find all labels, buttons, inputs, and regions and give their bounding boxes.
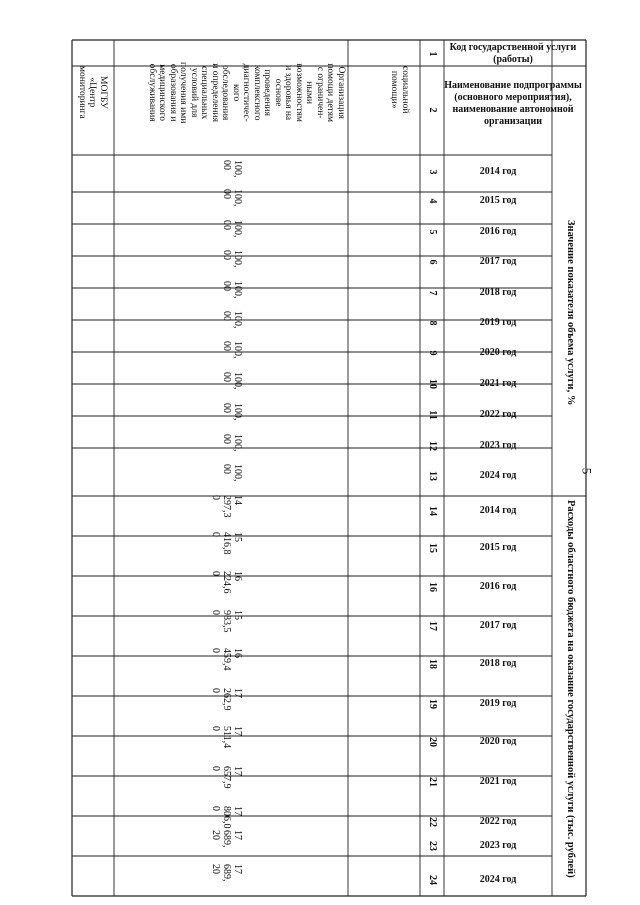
column-number-22: 22	[427, 817, 438, 827]
budget-value-2: 15 416,8 0	[210, 532, 243, 555]
row-name-organization: Организация помощи детям с ограничен- ными возможностям и здоровья на основе проведения комплексного диагностичес- кого обследования и определения специальных условий для получения ими образования и медицинского обслуживания	[147, 62, 346, 124]
year-header-20: 2022 год	[479, 816, 517, 827]
volume-value-5: 100, 00	[221, 281, 243, 299]
budget-value-11: 17 689, 20	[210, 864, 243, 882]
column-number-1: 1	[427, 51, 438, 57]
header-name-column: Наименование подпрограммы (основного мероприятия), наименование автономной организации	[444, 80, 582, 127]
page-number: 5	[579, 467, 595, 475]
column-number-7: 7	[427, 290, 438, 296]
column-number-13: 13	[427, 471, 438, 481]
column-number-9: 9	[427, 350, 438, 356]
volume-value-4: 100, 00	[221, 250, 243, 268]
budget-value-7: 17 511,4 0	[210, 726, 243, 749]
year-header-8: 2021 год	[479, 378, 517, 389]
year-header-12: 2014 год	[479, 505, 517, 516]
column-number-5: 5	[427, 229, 438, 235]
column-number-23: 23	[427, 841, 438, 851]
year-header-18: 2020 год	[479, 736, 517, 747]
column-number-12: 12	[427, 441, 438, 451]
year-header-7: 2020 год	[479, 347, 517, 358]
year-header-22: 2024 год	[479, 874, 517, 885]
volume-group-header: Значение показателя объема услуги, %	[565, 220, 576, 406]
year-header-4: 2017 год	[479, 256, 517, 267]
volume-value-10: 100, 00	[221, 434, 243, 452]
year-header-5: 2018 год	[479, 287, 517, 298]
column-number-15: 15	[427, 543, 438, 553]
header-code-column: Код государственной услуги (работы)	[449, 42, 577, 65]
year-header-1: 2014 год	[479, 166, 517, 177]
budget-value-9: 17 806,0 0	[210, 806, 243, 829]
column-number-11: 11	[427, 410, 438, 420]
volume-value-6: 100, 00	[221, 311, 243, 329]
column-number-17: 17	[427, 621, 438, 631]
budget-value-3: 16 224,6 0	[210, 571, 243, 594]
column-number-14: 14	[427, 506, 438, 516]
column-number-8: 8	[427, 320, 438, 326]
column-number-18: 18	[427, 659, 438, 669]
column-number-2: 2	[427, 107, 438, 113]
year-header-17: 2019 год	[479, 698, 517, 709]
volume-value-9: 100, 00	[221, 403, 243, 421]
year-header-10: 2023 год	[479, 440, 517, 451]
column-number-10: 10	[427, 379, 438, 389]
year-header-3: 2016 год	[479, 226, 517, 237]
row-name-mogbu: МОГБУ «Центр мониторинга	[77, 66, 108, 119]
column-number-6: 6	[427, 259, 438, 265]
year-header-15: 2017 год	[479, 620, 517, 631]
volume-value-11: 100, 00	[221, 464, 243, 482]
budget-group-header: Расходы областного бюджета на оказание государственной услуги (тыс. рублей)	[565, 500, 576, 878]
budget-value-6: 17 262,9 0	[210, 688, 243, 711]
year-header-14: 2016 год	[479, 581, 517, 592]
year-header-2: 2015 год	[479, 195, 517, 206]
year-header-13: 2015 год	[479, 542, 517, 553]
column-number-21: 21	[427, 777, 438, 787]
column-number-24: 24	[427, 875, 438, 885]
year-header-11: 2024 год	[479, 470, 517, 481]
budget-value-1: 14 297,3 0	[210, 495, 243, 518]
column-number-4: 4	[427, 198, 438, 204]
column-number-20: 20	[427, 737, 438, 747]
volume-value-8: 100, 00	[221, 372, 243, 390]
budget-value-4: 15 983,5 0	[210, 610, 243, 633]
row-name-social-help: социальной помощи»	[389, 66, 410, 114]
column-number-19: 19	[427, 699, 438, 709]
year-header-9: 2022 год	[479, 409, 517, 420]
year-header-21: 2023 год	[479, 840, 517, 851]
budget-value-5: 16 459,4 0	[210, 648, 243, 671]
volume-value-1: 100, 00	[221, 160, 243, 178]
year-header-6: 2019 год	[479, 317, 517, 328]
year-header-16: 2018 год	[479, 658, 517, 669]
volume-value-7: 100, 00	[221, 341, 243, 359]
column-number-16: 16	[427, 582, 438, 592]
column-number-3: 3	[427, 169, 438, 175]
budget-value-10: 17 689, 20	[210, 830, 243, 848]
year-header-19: 2021 год	[479, 776, 517, 787]
volume-value-3: 100, 00	[221, 220, 243, 238]
volume-value-2: 100, 00	[221, 189, 243, 207]
budget-value-8: 17 657,9 0	[210, 766, 243, 789]
